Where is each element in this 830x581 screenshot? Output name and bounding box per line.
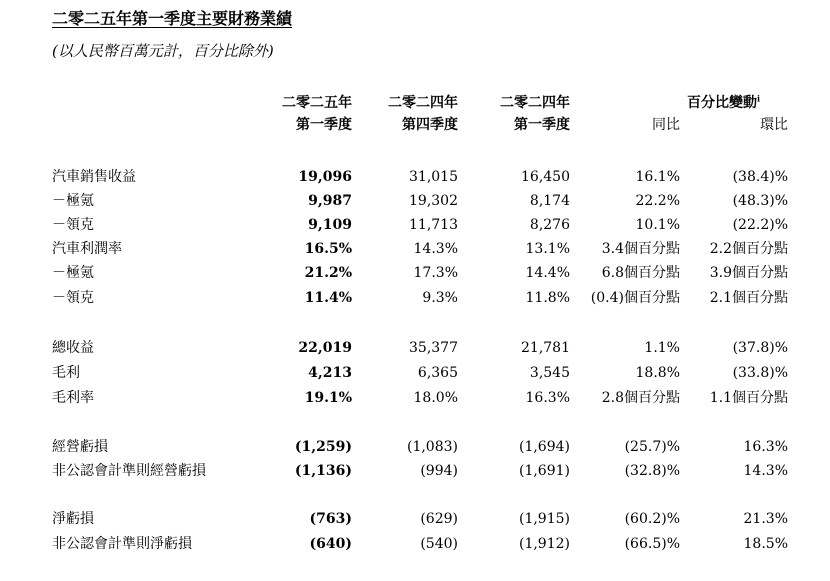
table-row [0, 362, 830, 384]
cell-q4-2024: (1,083) [406, 439, 458, 455]
cell-q4-2024: 9.3% [422, 290, 458, 306]
cell-q1-2025: 19.1% [304, 390, 352, 406]
cell-q1-2025: 11.4% [304, 290, 352, 306]
row-label: 淨虧損 [52, 511, 94, 527]
cell-q4-2024: 11,713 [409, 217, 458, 233]
table-row [0, 533, 830, 555]
header-q4-2024-year: 二零二四年 [388, 95, 458, 111]
cell-q1-2024: (1,691) [518, 463, 570, 479]
cell-q4-2024: (629) [420, 511, 458, 527]
header-q4-2024 [388, 92, 458, 136]
table-row [0, 190, 830, 212]
cell-q4-2024: 17.3% [413, 265, 458, 281]
cell-q1-2024: 11.8% [525, 290, 570, 306]
cell-q1-2024: 16,450 [521, 169, 570, 185]
header-q1-2025 [282, 92, 352, 136]
cell-q4-2024: 6,365 [417, 365, 458, 381]
table-row [0, 166, 830, 188]
cell-qoq: (37.8)% [732, 340, 788, 356]
table-row [0, 436, 830, 458]
row-label: 毛利 [52, 365, 80, 381]
cell-q4-2024: (994) [420, 463, 458, 479]
table-row [0, 508, 830, 530]
cell-yoy: 1.1% [644, 340, 680, 356]
cell-qoq: 18.5% [743, 536, 788, 552]
row-label: －領克 [52, 290, 94, 306]
document-title: 二零二五年第一季度主要財務業績 [52, 9, 293, 28]
cell-qoq: (33.8)% [732, 365, 788, 381]
header-yoy: 同比 [652, 117, 680, 133]
cell-qoq: 2.1個百分點 [709, 290, 788, 306]
header-q1-2024-year: 二零二四年 [500, 95, 570, 111]
cell-qoq: (48.3)% [732, 193, 788, 209]
cell-q4-2024: 14.3% [413, 241, 458, 257]
cell-yoy: (32.8)% [624, 463, 680, 479]
cell-q1-2024: 8,276 [529, 217, 570, 233]
row-label: －極氪 [52, 265, 94, 281]
row-label: 非公認會計準則淨虧損 [52, 536, 192, 552]
cell-qoq: 3.9個百分點 [709, 265, 788, 281]
header-qoq: 環比 [760, 117, 788, 133]
table-row [0, 387, 830, 409]
cell-yoy: 3.4個百分點 [601, 241, 680, 257]
header-q1-2025-year: 二零二五年 [282, 95, 352, 111]
cell-qoq: 16.3% [743, 439, 788, 455]
cell-q1-2025: 21.2% [304, 265, 352, 281]
table-row [0, 460, 830, 482]
cell-q1-2025: 9,109 [308, 217, 352, 233]
header-q1-2025-quarter: 第一季度 [296, 117, 352, 133]
header-q1-2024-quarter: 第一季度 [514, 117, 570, 133]
row-label: 汽車銷售收益 [52, 169, 136, 185]
header-pct-change [687, 92, 760, 114]
row-label: 總收益 [52, 340, 94, 356]
table-row [0, 214, 830, 236]
cell-q4-2024: (540) [420, 536, 458, 552]
cell-q1-2025: 19,096 [298, 169, 352, 185]
cell-yoy: 18.8% [635, 365, 680, 381]
cell-q1-2024: 16.3% [525, 390, 570, 406]
row-label: 經營虧損 [52, 439, 108, 455]
row-label: 汽車利潤率 [52, 241, 122, 257]
cell-yoy: (66.5)% [624, 536, 680, 552]
document-subtitle: (以人民幣百萬元計，百分比除外) [52, 42, 274, 60]
header-q4-2024-quarter: 第四季度 [402, 117, 458, 133]
cell-q1-2025: 9,987 [308, 193, 352, 209]
cell-yoy: (25.7)% [624, 439, 680, 455]
cell-qoq: 1.1個百分點 [709, 390, 788, 406]
cell-q1-2024: (1,912) [518, 536, 570, 552]
cell-q1-2025: (640) [309, 536, 352, 552]
row-label: －極氪 [52, 193, 94, 209]
cell-yoy: (60.2)% [624, 511, 680, 527]
table-row [0, 262, 830, 284]
table-row [0, 287, 830, 309]
table-row [0, 238, 830, 260]
cell-yoy: 2.8個百分點 [601, 390, 680, 406]
cell-q1-2024: (1,694) [518, 439, 570, 455]
cell-qoq: (22.2)% [732, 217, 788, 233]
cell-q4-2024: 31,015 [409, 169, 458, 185]
header-q1-2024 [500, 92, 570, 136]
cell-q4-2024: 19,302 [409, 193, 458, 209]
footnote-marker: i [756, 93, 760, 104]
cell-q1-2024: 8,174 [529, 193, 570, 209]
header-pct-change-label: 百分比變動 [686, 95, 757, 111]
cell-yoy: 10.1% [635, 217, 680, 233]
cell-q1-2024: 13.1% [525, 241, 570, 257]
table-row [0, 337, 830, 359]
cell-q4-2024: 18.0% [413, 390, 458, 406]
cell-q1-2024: 3,545 [529, 365, 570, 381]
cell-qoq: 14.3% [743, 463, 788, 479]
cell-q1-2025: (1,136) [294, 463, 352, 479]
cell-q1-2024: 14.4% [525, 265, 570, 281]
cell-q1-2025: (1,259) [294, 439, 352, 455]
row-label: －領克 [52, 217, 94, 233]
row-label: 毛利率 [52, 390, 94, 406]
cell-q1-2025: 22,019 [298, 340, 352, 356]
cell-q1-2025: 16.5% [304, 241, 352, 257]
cell-q1-2025: 4,213 [308, 365, 352, 381]
cell-q1-2025: (763) [309, 511, 352, 527]
cell-yoy: 22.2% [635, 193, 680, 209]
row-label: 非公認會計準則經營虧損 [52, 463, 206, 479]
cell-yoy: 6.8個百分點 [601, 265, 680, 281]
cell-q4-2024: 35,377 [409, 340, 458, 356]
cell-qoq: 2.2個百分點 [709, 241, 788, 257]
cell-qoq: 21.3% [743, 511, 788, 527]
cell-qoq: (38.4)% [732, 169, 788, 185]
cell-q1-2024: (1,915) [518, 511, 570, 527]
cell-yoy: 16.1% [635, 169, 680, 185]
cell-yoy: (0.4)個百分點 [590, 290, 680, 306]
cell-q1-2024: 21,781 [521, 340, 570, 356]
